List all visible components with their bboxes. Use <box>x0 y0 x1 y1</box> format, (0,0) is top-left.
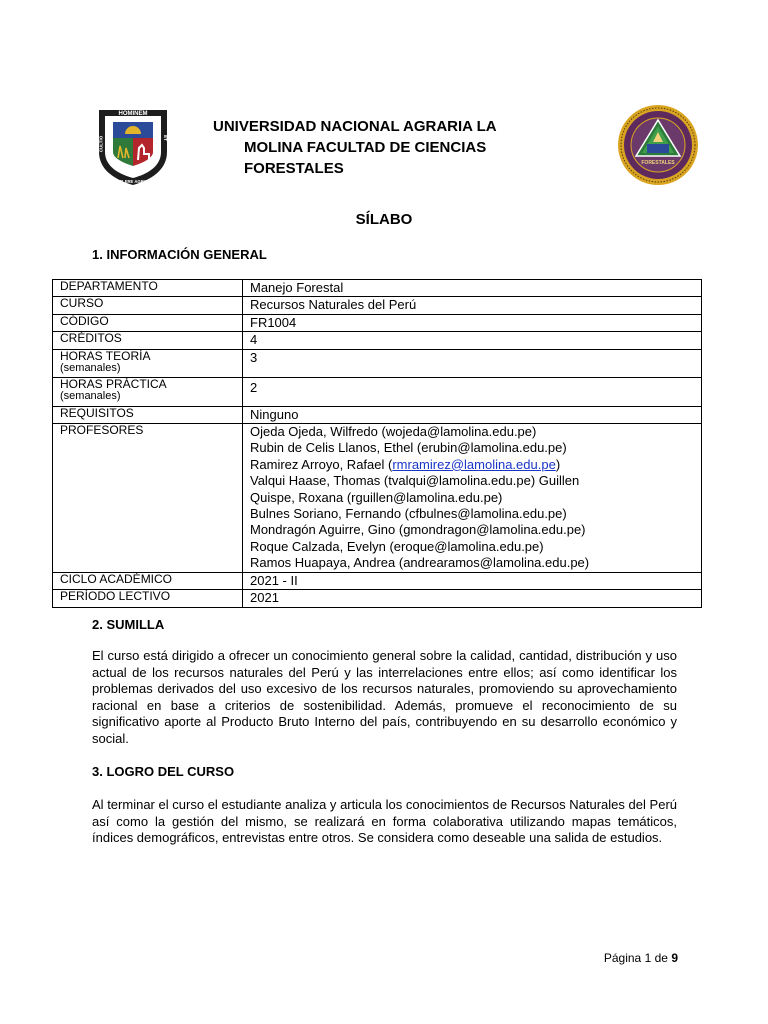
page-word: Página <box>603 951 642 965</box>
sumilla-paragraph: El curso está dirigido a ofrecer un conocimiento general sobre la calidad, cantidad, distribución y uso actual de los recursos naturales del Perú y las interrelaciones entre ellos; así como identificar los problemas derivados del uso excesivo de los recursos naturales, promoviendo su aprovechamiento racional en base a criterios de sostenibilidad. Además, promueve el reconocimiento de su significativo aporte al Producto Bruto Interno del país, contribuyendo en su desarrollo económico y social. <box>92 648 677 746</box>
university-name-line-3: FORESTALES <box>244 160 344 177</box>
label-creditos: CRÉDITOS <box>53 332 243 349</box>
profesor-line: Ramos Huapaya, Andrea (andrearamos@lamolina.edu.pe) <box>250 555 590 571</box>
label-horas-practica <box>53 377 243 406</box>
table-row-ciclo <box>53 572 702 589</box>
general-info-table <box>52 279 702 608</box>
crest-left-motto: CULTIO <box>98 135 104 153</box>
table-row-creditos <box>53 332 702 349</box>
document-title: SÍLABO <box>355 211 413 228</box>
value-codigo: FR1004 <box>243 314 702 331</box>
value-profesores <box>243 424 702 573</box>
label-horas-teoria-main: HORAS TEORÍA <box>60 348 151 363</box>
label-curso: CURSO <box>53 297 243 314</box>
label-codigo: CÓDIGO <box>53 314 243 331</box>
faculty-seal-logo <box>617 104 699 186</box>
page-of-word: de <box>654 951 668 965</box>
profesor-line: Quispe, Roxana (rguillen@lamolina.edu.pe) <box>250 489 503 505</box>
table-row-horas-teoria <box>53 349 702 377</box>
value-requisitos: Ninguno <box>243 406 702 423</box>
section-heading-logro: 3. LOGRO DEL CURSO <box>92 764 235 779</box>
label-departamento: DEPARTAMENTO <box>53 280 243 297</box>
university-name-line-1: UNIVERSIDAD NACIONAL AGRARIA LA <box>213 118 497 135</box>
profesor-line: Valqui Haase, Thomas (tvalqui@lamolina.edu.pe) Guillen <box>250 473 580 489</box>
profesor-line-ramirez <box>250 457 697 473</box>
label-horas-practica-sub: (semanales) <box>60 389 121 402</box>
logro-paragraph: Al terminar el curso el estudiante analiza y articula los conocimientos de Recursos Naturales del Perú así como la gestión del mismo, se realizará en forma colaborativa utilizando mapas temáticos, índices demográficos, entrevistas entre otros. Se considera como deseable una salida de estudios. <box>92 797 677 845</box>
table-row-horas-practica <box>53 377 702 406</box>
value-departamento: Manejo Forestal <box>243 280 702 297</box>
table-row-departamento <box>53 280 702 297</box>
value-curso: Recursos Naturales del Perú <box>243 297 702 314</box>
label-horas-teoria <box>53 349 243 377</box>
page-total: 9 <box>671 951 678 965</box>
crest-right-motto: ET <box>163 135 168 141</box>
table-row-periodo <box>53 590 702 607</box>
label-profesores: PROFESORES <box>53 424 243 573</box>
label-ciclo: CICLO ACADÉMICO <box>53 572 243 589</box>
table-row-profesores <box>53 424 702 573</box>
page-number-footer <box>604 951 678 965</box>
table-row-codigo <box>53 314 702 331</box>
profesor-line: Ojeda Ojeda, Wilfredo (wojeda@lamolina.edu.pe) <box>250 424 537 440</box>
profesor-line: Mondragón Aguirre, Gino (gmondragon@lamolina.edu.pe) <box>250 522 586 538</box>
table-row-requisitos <box>53 406 702 423</box>
profesor-line: Rubin de Celis Llanos, Ethel (erubin@lamolina.edu.pe) <box>250 440 567 456</box>
section-heading-informacion-general: 1. INFORMACIÓN GENERAL <box>92 247 267 262</box>
profesor-ramirez-close: ) <box>555 456 561 472</box>
value-horas-teoria: 3 <box>243 349 702 377</box>
page-current: 1 <box>644 951 652 965</box>
profesor-line: Roque Calzada, Evelyn (eroque@lamolina.edu.pe) <box>250 538 544 554</box>
value-ciclo: 2021 - II <box>243 572 702 589</box>
value-horas-practica: 2 <box>243 377 702 406</box>
section-heading-sumilla: 2. SUMILLA <box>92 617 165 632</box>
value-periodo: 2021 <box>243 590 702 607</box>
label-periodo: PERÍODO LECTIVO <box>53 590 243 607</box>
profesor-line: Bulnes Soriano, Fernando (cfbulnes@lamolina.edu.pe) <box>250 506 567 522</box>
value-creditos: 4 <box>243 332 702 349</box>
crest-top-motto: HOMINEM <box>118 111 148 117</box>
table-row-curso <box>53 297 702 314</box>
profesor-ramirez-name: Ramirez Arroyo, Rafael ( <box>250 456 393 472</box>
label-horas-teoria-sub: (semanales) <box>60 361 121 374</box>
crest-bottom-motto: COLERE AGRUM <box>115 179 151 184</box>
label-horas-practica-main: HORAS PRÁCTICA <box>60 376 167 391</box>
seal-motto: FORESTALES <box>641 160 675 166</box>
university-name-line-2: MOLINA FACULTAD DE CIENCIAS <box>244 139 487 156</box>
university-crest-logo <box>96 108 170 186</box>
email-link-rmramirez[interactable]: rmramirez@lamolina.edu.pe <box>392 456 556 472</box>
label-requisitos: REQUISITOS <box>53 406 243 423</box>
